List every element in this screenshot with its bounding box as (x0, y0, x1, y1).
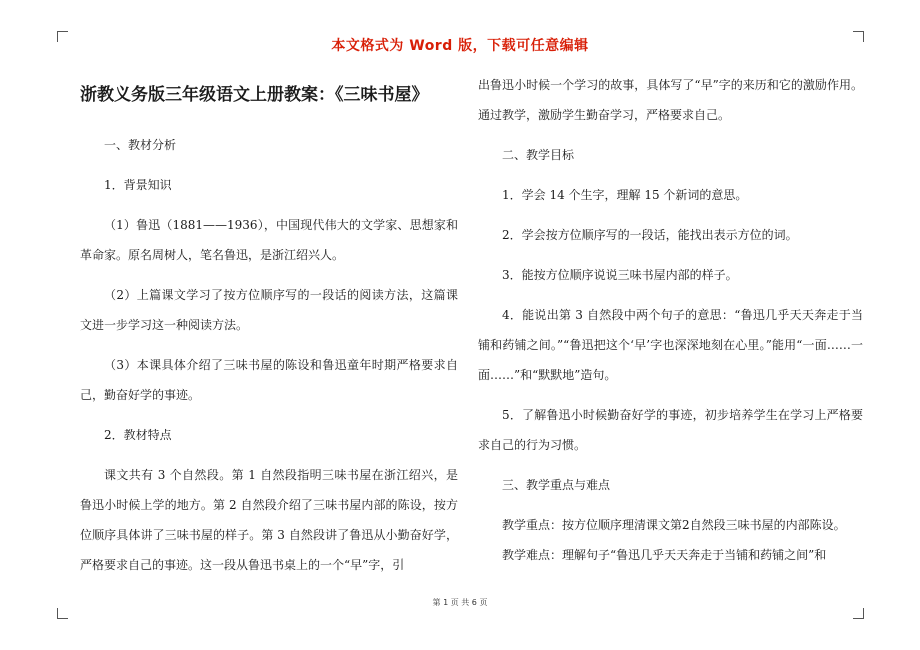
paragraph: （1）鲁迅（1881——1936），中国现代伟大的文学家、思想家和革命家。原名周树人，笔名鲁迅，是浙江绍兴人。 (80, 218, 458, 262)
list-item: 2．学会按方位顺序写的一段话，能找出表示方位的词。 (502, 228, 798, 242)
paragraph: 教学重点：按方位顺序理清课文第2自然段三味书屋的内部陈设。 (502, 518, 846, 532)
paragraph: （3）本课具体介绍了三味书屋的陈设和鲁迅童年时期严格要求自己，勤奋好学的事迹。 (80, 358, 458, 402)
list-item: 4．能说出第 3 自然段中两个句子的意思：“鲁迅几乎天天奔走于当铺和药铺之间。”“鲁迅把这个‘早’字也深深地刻在心里。”能用“一面……一面……”和“默默地”造句。 (478, 308, 863, 382)
section-heading: 三、教学重点与难点 (502, 478, 611, 492)
list-item: 3．能按方位顺序说说三味书屋内部的样子。 (502, 268, 738, 282)
paragraph-continued: 出鲁迅小时候一个学习的故事，具体写了“早”字的来历和它的激励作用。通过教学，激励学生勤奋学习，严格要求自己。 (478, 78, 863, 122)
editable-notice-banner: 本文格式为 Word 版，下载可任意编辑 (331, 38, 589, 54)
subsection-heading: 2．教材特点 (104, 428, 172, 442)
paragraph: 课文共有 3 个自然段。第 1 自然段指明三味书屋在浙江绍兴，是鲁迅小时候上学的地方。第 2 自然段介绍了三味书屋内部的陈设，按方位顺序具体讲了三味书屋的样子。第 3 自然段讲了鲁迅从小勤奋好学，严格要求自己的事迹。这一段从鲁迅书桌上的一个“早”字，引 (80, 468, 458, 572)
document-title: 浙教义务版三年级语文上册教案：《三味书屋》 (80, 85, 429, 105)
crop-mark-bottom-left (57, 608, 68, 619)
left-column (80, 130, 458, 580)
right-column (478, 70, 863, 570)
paragraph: （2）上篇课文学习了按方位顺序写的一段话的阅读方法，这篇课文进一步学习这一种阅读方法。 (80, 288, 458, 332)
list-item: 1．学会 14 个生字，理解 15 个新词的意思。 (502, 188, 748, 202)
list-item: 5．了解鲁迅小时候勤奋好学的事迹，初步培养学生在学习上严格要求自己的行为习惯。 (478, 408, 863, 452)
section-heading: 二、教学目标 (502, 148, 575, 162)
page-number-footer: 第 1 页 共 6 页 (432, 598, 488, 607)
paragraph: 教学难点：理解句子“鲁迅几乎天天奔走于当铺和药铺之间”和 (502, 548, 827, 562)
section-heading: 一、教材分析 (104, 138, 177, 152)
subsection-heading: 1．背景知识 (104, 178, 172, 192)
crop-mark-bottom-right (853, 608, 864, 619)
